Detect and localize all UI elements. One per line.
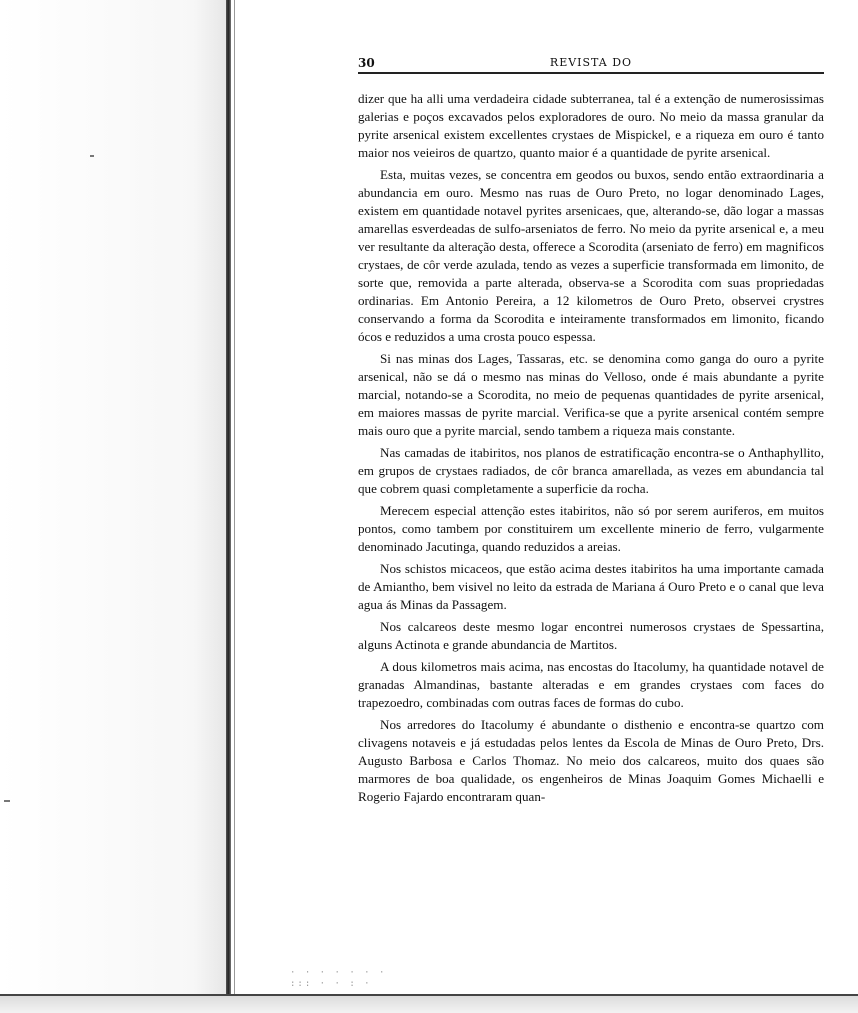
page-bottom-edge	[0, 996, 858, 1013]
paragraph-6: Nos schistos micaceos, que estão acima destes itabiritos ha uma importante camada de Amiantho, bem visivel no leito da estrada de Mariana á Ouro Preto e o canal que leva agua ás Minas da Passagem.	[358, 561, 824, 612]
facing-page-blank	[0, 0, 228, 1013]
paragraph-1: dizer que ha alli uma verdadeira cidade subterranea, tal é a extenção de numerosissimas galerias e poços excavados pelos exploradores de ouro. No meio da massa granular da pyrite arsenical existem excellentes crystaes de Mispickel, e a riqueza em ouro é tanto maior nos veieiros de quartzo, quanto maior é a quantidade de pyrite arsenical.	[358, 91, 824, 160]
faded-library-stamp	[290, 968, 520, 992]
article-body	[358, 90, 824, 810]
gutter-line	[234, 0, 235, 1013]
paragraph-8: A dous kilometros mais acima, nas encostas do Itacolumy, ha quantidade notavel de granadas Almandinas, bastante alteradas e em grandes crystaes com faces do trapezoedro, combinadas com outras faces de formas do cubo.	[358, 659, 824, 710]
stamp-line: · · · · · · ·	[290, 968, 387, 978]
book-spine-shadow	[226, 0, 231, 1013]
paper-speck	[4, 800, 10, 802]
running-title: REVISTA DO	[549, 56, 633, 69]
paragraph-9: Nos arredores do Itacolumy é abundante o disthenio e encontra-se quartzo com clivagens notaveis e já estudadas pelos lentes da Escola de Minas de Ouro Preto, Drs. Augusto Barbosa e Carlos Thomaz. No meio dos calcareos, muito dos quaes são marmores de boa qualidade, os engenheiros de Minas Joaquim Gomes Michaelli e Rogerio Fajardo encontraram quan-	[358, 717, 824, 804]
stamp-line: ::: · · : ·	[290, 979, 372, 989]
paragraph-5: Merecem especial attenção estes itabiritos, não só por serem auriferos, em muitos pontos, como tambem por constituirem um excellente minerio de ferro, vulgarmente denominado Jacutinga, quando reduzidos a areias.	[358, 503, 824, 554]
page-number: 30	[358, 56, 375, 70]
paragraph-2: Esta, muitas vezes, se concentra em geodos ou buxos, sendo então extraordinaria a abundancia em ouro. Mesmo nas ruas de Ouro Preto, no logar denominado Lages, existem em quantidade notavel pyrites arsenicaes, que, alterando-se, dão logar a massas amarellas esverdeadas de sulfo-arseniatos de ferro. No meio da pyrite arsenical e, a meu ver resultante da alteração desta, offerece a Scorodita (arseniato de ferro) em magnificos crystaes, de côr verde azulada, tendo as vezes a superficie transformada em limonito, de sorte que, removida a parte alterada, observa-se a Scorodita com suas propriedadas ordinarias. Em Antonio Pereira, a 12 kilometros de Ouro Preto, observei crystres conservando a forma da Scorodita e inteiramente transformados em limonito, ficando ócos e reduzidos a uma crosta pouco espessa.	[358, 167, 824, 344]
paragraph-3: Si nas minas dos Lages, Tassaras, etc. se denomina como ganga do ouro a pyrite arsenical, não se dá o mesmo nas minas do Velloso, onde é mais abundante a pyrite marcial, notando-se a Scorodita, no meio de pequenas quantidades de pyrite arsenical, em maiores massas de pyrite marcial. Verifica-se que a pyrite arsenical contém sempre mais ouro que a pyrite marcial, sendo tambem a riqueza mais constante.	[358, 351, 824, 438]
paper-speck	[90, 155, 94, 157]
paragraph-7: Nos calcareos deste mesmo logar encontrei numerosos crystaes de Spessartina, alguns Actinota e grande abundancia de Martitos.	[358, 619, 824, 652]
header-rule	[358, 72, 824, 74]
paragraph-4: Nas camadas de itabiritos, nos planos de estratificação encontra-se o Anthaphyllito, em grupos de crystaes radiados, de côr branca amarellada, as vezes em abundancia tal que cobrem quasi completamente a superficie da rocha.	[358, 445, 824, 496]
